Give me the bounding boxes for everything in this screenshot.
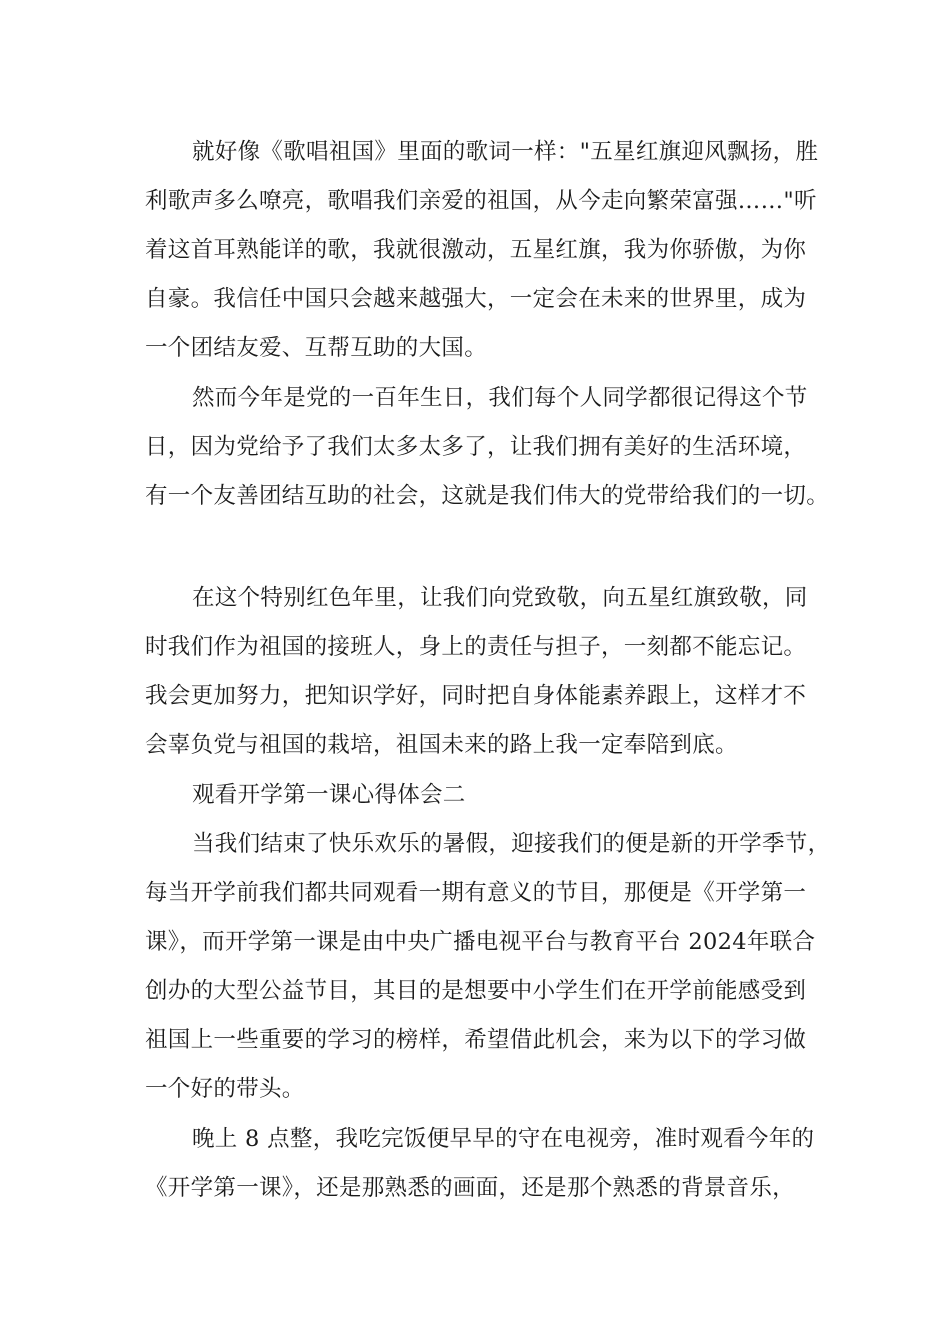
paragraph-3-line-4: 会辜负党与祖国的栽培，祖国未来的路上我一定奉陪到底。 [145, 732, 738, 758]
paragraph-5-line-2: 《开学第一课》，还是那熟悉的画面，还是那个熟悉的背景音乐， [145, 1175, 795, 1201]
paragraph-4-line-6: 一个好的带头。 [145, 1076, 305, 1102]
paragraph-1-line-2: 利歌声多么嘹亮，歌唱我们亲爱的祖国，从今走向繁荣富强……"听 [145, 188, 817, 214]
paragraph-5-line-1: 晚上 8 点整，我吃完饭便早早的守在电视旁，准时观看今年的 [192, 1126, 815, 1152]
paragraph-2-line-2: 日，因为党给予了我们太多太多了，让我们拥有美好的生活环境， [145, 434, 807, 460]
paragraph-1-line-1: 就好像《歌唱祖国》里面的歌词一样："五星红旗迎风飘扬，胜 [192, 139, 819, 165]
paragraph-3-line-1: 在这个特别红色年里，让我们向党致敬，向五星红旗致敬，同 [192, 585, 808, 611]
paragraph-3-line-2: 时我们作为祖国的接班人，身上的责任与担子，一刻都不能忘记。 [145, 634, 807, 660]
paragraph-4-line-4: 创办的大型公益节目，其目的是想要中小学生们在开学前能感受到 [145, 978, 807, 1004]
paragraph-1-line-5: 一个团结友爱、互帮互助的大国。 [145, 335, 488, 361]
paragraph-4-line-2: 每当开学前我们都共同观看一期有意义的节目，那便是《开学第一 [145, 880, 807, 906]
paragraph-2-line-3: 有一个友善团结互助的社会，这就是我们伟大的党带给我们的一切。 [145, 483, 830, 509]
paragraph-4-line-1: 当我们结束了快乐欢乐的暑假，迎接我们的便是新的开学季节， [192, 831, 831, 857]
paragraph-4-line-5: 祖国上一些重要的学习的榜样，希望借此机会，来为以下的学习做 [145, 1027, 807, 1053]
paragraph-2-line-1: 然而今年是党的一百年生日，我们每个人同学都很记得这个节 [192, 385, 808, 411]
paragraph-3-line-3: 我会更加努力，把知识学好，同时把自身体能素养跟上，这样才不 [145, 683, 807, 709]
paragraph-4-line-3: 课》，而开学第一课是由中央广播电视平台与教育平台 2024年联合 [145, 929, 816, 955]
paragraph-1-line-3: 着这首耳熟能详的歌，我就很激动，五星红旗，我为你骄傲，为你 [145, 237, 807, 263]
paragraph-1-line-4: 自豪。我信任中国只会越来越强大，一定会在未来的世界里，成为 [145, 286, 807, 312]
section-heading: 观看开学第一课心得体会二 [192, 782, 466, 808]
